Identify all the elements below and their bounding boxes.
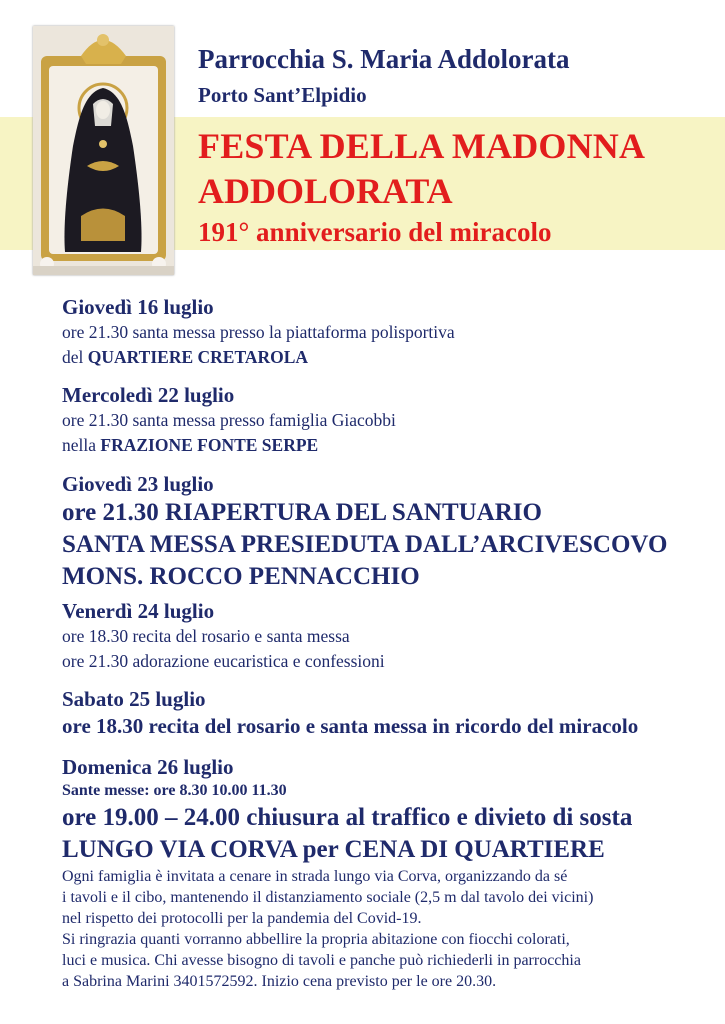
event-mercoledi-22 — [62, 383, 712, 458]
event-day: Venerdì 24 luglio — [62, 599, 215, 623]
event-highlight: ore 21.30 RIAPERTURA DEL SANTUARIO — [62, 499, 542, 526]
event-location: QUARTIERE CRETAROLA — [87, 347, 309, 367]
event-location: FRAZIONE FONTE SERPE — [100, 435, 319, 455]
dinner-info-line: Si ringrazia quanti vorranno abbellire la propria abitazione con fiocchi colorati, — [62, 931, 570, 948]
event-venerdi-24 — [62, 599, 712, 674]
dinner-info-line: a Sabrina Marini 3401572592. Inizio cena previsto per le ore 20.30. — [62, 973, 497, 990]
event-highlight: ore 19.00 – 24.00 chiusura al traffico e divieto di sosta — [62, 804, 633, 831]
madonna-statue-image — [33, 26, 174, 275]
event-line — [62, 433, 712, 458]
event-day: Sabato 25 luglio — [62, 687, 206, 711]
event-line: ore 21.30 santa messa presso la piattaforma polisportiva — [62, 322, 455, 342]
event-line: ore 21.30 adorazione eucaristica e confessioni — [62, 651, 385, 671]
event-giovedi-16 — [62, 295, 712, 370]
event-line-prefix: nella — [62, 435, 101, 455]
event-sabato-25 — [62, 687, 712, 741]
event-highlight: LUNGO VIA CORVA per CENA DI QUARTIERE — [62, 836, 605, 863]
event-giovedi-23 — [62, 472, 712, 593]
dinner-info-line: nel rispetto dei protocolli per la pandemia del Covid-19. — [62, 910, 422, 927]
event-line: ore 21.30 santa messa presso famiglia Giacobbi — [62, 410, 396, 430]
town-name: Porto Sant’Elpidio — [198, 83, 367, 107]
event-highlight: ore 18.30 recita del rosario e santa messa in ricordo del miracolo — [62, 714, 639, 738]
event-day: Domenica 26 luglio — [62, 755, 234, 779]
parish-name: Parrocchia S. Maria Addolorata — [198, 44, 570, 74]
event-highlight: MONS. ROCCO PENNACCHIO — [62, 563, 420, 590]
festival-title-line1: FESTA DELLA MADONNA — [198, 126, 646, 166]
event-highlight: SANTA MESSA PRESIEDUTA DALL’ARCIVESCOVO — [62, 531, 668, 558]
festival-title-line2: ADDOLORATA — [198, 171, 453, 211]
anniversary-subtitle: 191° anniversario del miracolo — [198, 217, 552, 247]
mass-times: Sante messe: ore 8.30 10.00 11.30 — [62, 782, 287, 799]
event-day: Giovedì 23 luglio — [62, 472, 214, 496]
dinner-info-line: Ogni famiglia è invitata a cenare in strada lungo via Corva, organizzando da sé — [62, 868, 568, 885]
dinner-info-line: i tavoli e il cibo, mantenendo il distanziamento sociale (2,5 m dal tavolo dei vicini) — [62, 889, 594, 906]
event-line-prefix: del — [62, 347, 88, 367]
event-line — [62, 345, 712, 370]
event-day: Mercoledì 22 luglio — [62, 383, 235, 407]
event-line: ore 18.30 recita del rosario e santa messa — [62, 626, 350, 646]
event-domenica-26 — [62, 755, 712, 992]
dinner-info-line: luci e musica. Chi avesse bisogno di tavoli e panche può richiederli in parrocchia — [62, 952, 581, 969]
event-day: Giovedì 16 luglio — [62, 295, 214, 319]
